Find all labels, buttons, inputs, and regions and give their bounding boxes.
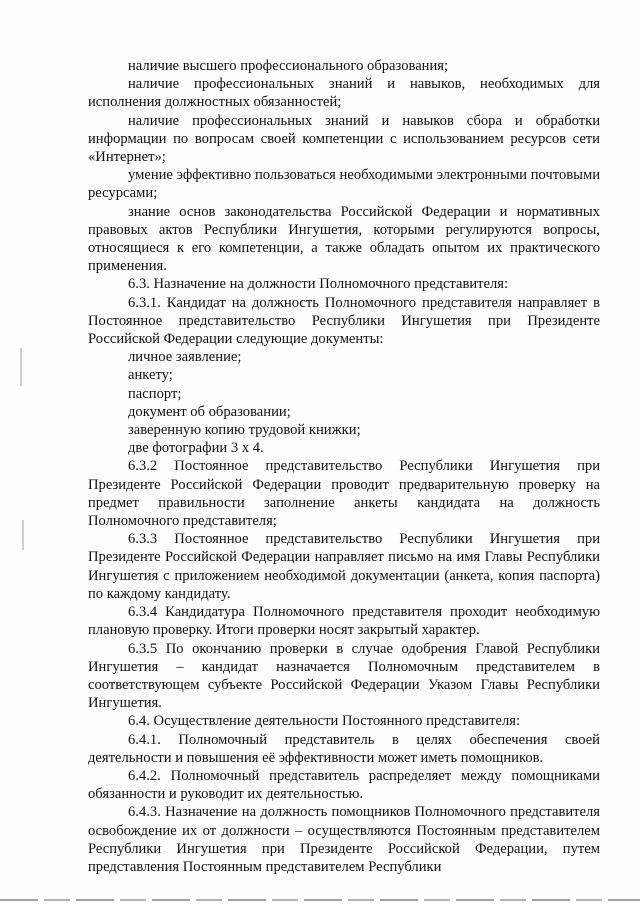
paragraph: 6.3.1. Кандидат на должность Полномочного представителя направляет в Постоянное представительство Республики Ингушетия при Президенте Российской Федерации следующие документы: — [88, 294, 600, 348]
list-item: документ об образовании; — [128, 403, 291, 420]
list-item: личное заявление; — [128, 349, 242, 366]
paragraph: 6.3.5 По окончанию проверки в случае одобрения Главой Республики Ингушетия – кандидат назначается Полномочным представителем в соответствующем субъекте Российской Федерации Указом Главы Республики Ингушетия. — [88, 640, 600, 712]
paragraph: наличие профессиональных знаний и навыков сбора и обработки информации по вопросам своей компетенции с использованием ресурсов сети «Интернет»; — [88, 112, 600, 166]
paragraph: 6.3.4 Кандидатура Полномочного представителя проходит необходимую плановую проверку. Итоги проверки носят закрытый характер. — [88, 604, 600, 639]
list-item: паспорт; — [128, 385, 182, 402]
paragraph: знание основ законодательства Российской Федерации и нормативных правовых актов Республики Ингушетия, которыми регулируются вопросы, относящиеся к его компетенции, а также обладать опытом их практического применения. — [88, 203, 600, 275]
list-item: анкету; — [128, 367, 173, 384]
section-heading: 6.3. Назначение на должности Полномочного представителя: — [128, 276, 509, 293]
paragraph: 6.4.3. Назначение на должность помощников Полномочного представителя освобождение их от должности – осуществляются Постоянным представителем Республики Ингушетия при Президенте Российской Федерации, путем представления Постоянным представителем Республики — [88, 804, 600, 875]
document-body — [88, 57, 600, 876]
paragraph: наличие профессиональных знаний и навыков, необходимых для исполнения должностных обязанностей; — [88, 76, 600, 111]
paragraph: умение эффективно пользоваться необходимыми электронными почтовыми ресурсами; — [88, 167, 600, 202]
section-heading: 6.4. Осуществление деятельности Постоянного представителя: — [128, 713, 521, 730]
paragraph: 6.4.1. Полномочный представитель в целях обеспечения своей деятельности и повышения её эффективности может иметь помощников. — [88, 731, 600, 766]
scan-bottom-edge — [0, 899, 640, 901]
list-item: две фотографии 3 х 4. — [128, 440, 264, 457]
paragraph: 6.4.2. Полномочный представитель распределяет между помощниками обязанности и руководит их деятельностью. — [88, 767, 600, 803]
paragraph: наличие высшего профессионального образования; — [128, 58, 449, 74]
paragraph: 6.3.3 Постоянное представительство Республики Ингушетия при Президенте Российской Федерации направляет письмо на имя Главы Республики Ингушетия с приложением необходимой документации (анкета, копия паспорта) по каждому кандидату. — [88, 531, 600, 602]
scan-mark-left — [22, 520, 24, 550]
list-item: заверенную копию трудовой книжки; — [128, 422, 361, 439]
scan-mark-left — [20, 348, 22, 386]
paragraph: 6.3.2 Постоянное представительство Республики Ингушетия при Президенте Российской Федерации проводит предварительную проверку на предмет правильности заполнение анкеты кандидата на должность Полномочного представителя; — [88, 458, 600, 530]
